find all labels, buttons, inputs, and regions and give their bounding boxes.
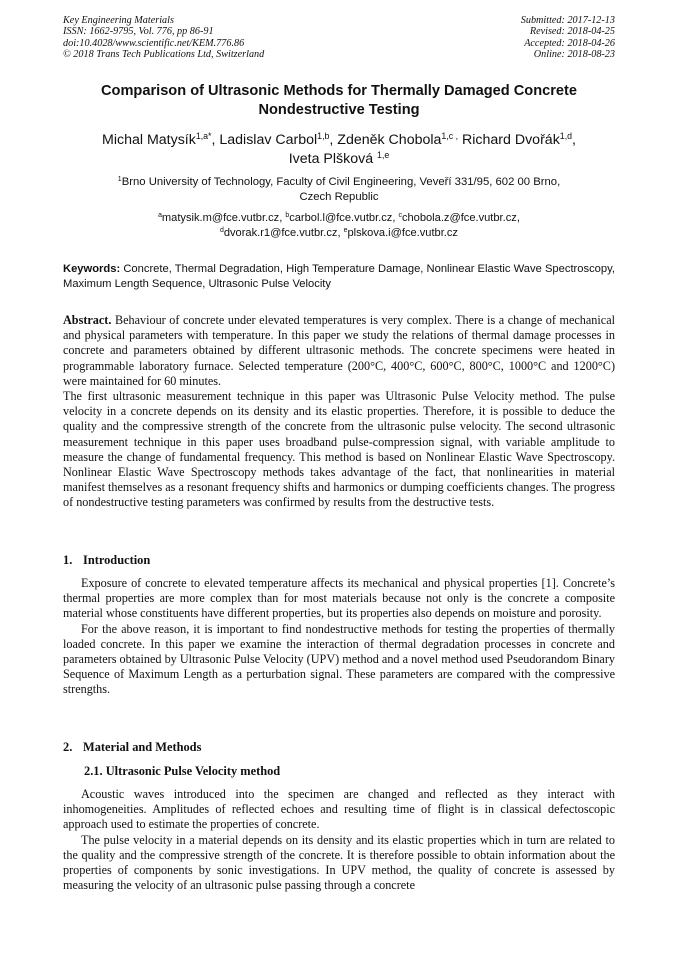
affiliation-sup: 1	[117, 176, 122, 184]
author-sup: 1,a*	[195, 131, 212, 142]
section-heading-material-methods	[63, 740, 201, 755]
upv-body	[63, 787, 615, 893]
email-list	[70, 211, 608, 240]
journal-name: Key Engineering Materials	[63, 15, 174, 26]
subsection-title: Ultrasonic Pulse Velocity method	[105, 764, 281, 778]
abstract-text-1: Behaviour of concrete under elevated temperatures is very complex. There is a change of mechanical and physical parameters with temperature. In this paper we study the relations of thermal damage processes in concrete and parameters obtained by different ultrasonic methods. The concrete specimens were heated in programmable laboratory furnace. Selected temperature (200°C, 400°C, 600°C, 800°C, 1000°C and 1200°C) were maintained for 60 minutes.	[63, 313, 615, 388]
affiliation-text-1: Brno University of Technology, Faculty of Civil Engineering, Veveří 331/95, 602 00 Brno,	[121, 176, 561, 188]
email-link[interactable]: matysik.m@fce.vutbr.cz	[161, 212, 280, 224]
journal-doi[interactable]: doi:10.4028/www.scientific.net/KEM.776.86	[63, 37, 245, 49]
author-name: Richard Dvořák	[462, 132, 560, 148]
paper-title	[60, 82, 618, 120]
author-name: Iveta Plšková	[288, 151, 374, 167]
email-link[interactable]: chobola.z@fce.vutbr.cz	[401, 212, 517, 224]
section-number: 2.	[63, 740, 73, 754]
affiliation-line-2: Czech Republic	[299, 191, 379, 203]
email-link[interactable]: dvorak.r1@fce.vutbr.cz	[223, 226, 338, 239]
upv-paragraph-2: The pulse velocity in a material depends on its density and its elastic properties which in turn are related to the quality and the compressive strength of the concrete. It is therefore possible to obtain information about the properties of components by sonic investigations. In UPV method, the quality of concrete is assessed by measuring the velocity of an ultrasonic pulse passing through a concrete	[63, 832, 615, 893]
introduction-paragraph-2: For the above reason, it is important to find nondestructive methods for testing the properties of thermally loaded concrete. In this paper we examine the interaction of thermal degradation processes in concrete and parameters obtained by Ultrasonic Pulse Velocity (UPV) method and a novel method used Pseudorandom Binary Sequence of Maximum Length as a perturbation signal. These parameters are compared with the compressive strengths.	[63, 621, 615, 697]
journal-issn: ISSN: 1662-9795, Vol. 776, pp 86-91	[63, 26, 214, 38]
section-title: Introduction	[83, 553, 151, 567]
introduction-body	[63, 576, 615, 698]
submission-dates	[521, 15, 615, 61]
email-line-1: $^a$matysik.m@fce.vutbr.cz, $^b$carbol.l@fce.vutbr.cz, $^c$chobola.z@fce.vutbr.cz,	[158, 212, 520, 224]
section-title: Material and Methods	[83, 740, 202, 754]
abstract-paragraph-2: The first ultrasonic measurement technique in this paper was Ultrasonic Pulse Velocity method. The pulse velocity in a concrete depends on its density and its elastic properties. Therefore, it is possible to deduce the quality and the compressive strength of the concrete from the ultrasonic pulse velocity. The second ultrasonic measurement technique in this paper uses broadband pulse-compression signal, with variable amplitude to measure the change of fundamental frequency. This method is based on Nonlinear Elastic Wave Spectroscopy. Nonlinear Elastic Wave Spectroscopy methods takes advantage of the fact, that nonlinearities in material manifest themselves as a resonant frequency shifts and harmonics or dumping coefficients changes. The progress of nondestructive testing parameters was confirmed by results from the destructive tests.	[63, 389, 615, 510]
affiliation-line-1	[70, 175, 608, 190]
date-revised: Revised: 2018-04-25	[529, 26, 615, 38]
author-line-2	[40, 150, 638, 169]
upv-paragraph-1: Acoustic waves introduced into the specimen are changed and reflected as they interact with inhomogeneities. Amplitudes of reflected echoes and resulting time of flight is in classical defectoscopic approach used to estimate the properties of concrete.	[63, 787, 615, 832]
keywords-text: Concrete, Thermal Degradation, High Temperature Damage, Nonlinear Elastic Wave Spectroscopy, Maximum Length Sequence, Ultrasonic Pulse Velocity	[63, 263, 615, 290]
email-sup: e	[343, 226, 348, 234]
date-online: Online: 2018-08-23	[533, 49, 615, 61]
author-sup: 1,e	[377, 150, 390, 161]
author-line-1: Michal Matysík$^{1,a*}$, Ladislav Carbol$^{1,b}$, Zdeněk Chobola$^{1,c}$ , Richard Dvořák$^{1,d}$,	[102, 131, 576, 148]
email-sup: a	[158, 212, 162, 220]
email-link[interactable]: plskova.i@fce.vutbr.cz	[347, 226, 458, 239]
keywords-label: Keywords:	[63, 263, 121, 275]
keywords	[63, 262, 615, 291]
author-sup: 1,b	[317, 131, 330, 142]
author-name: Ladislav Carbol	[219, 132, 318, 148]
title-line-2: Nondestructive Testing	[258, 102, 420, 118]
date-submitted: Submitted: 2017-12-13	[520, 15, 615, 26]
abstract-paragraph-1	[63, 313, 615, 389]
email-sup: d	[220, 226, 224, 234]
subsection-number: 2.1.	[84, 764, 103, 778]
affiliation	[70, 175, 608, 205]
date-accepted: Accepted: 2018-04-26	[524, 37, 615, 49]
journal-copyright: © 2018 Trans Tech Publications Ltd, Switzerland	[63, 49, 265, 61]
author-sep: ,	[453, 131, 459, 142]
subsection-heading-upv	[84, 764, 280, 779]
email-sup: b	[285, 212, 290, 220]
author-sup: 1,d	[559, 131, 573, 142]
section-heading-introduction	[63, 553, 150, 568]
author-name: Michal Matysík	[102, 132, 196, 148]
section-number: 1.	[63, 553, 73, 567]
journal-info	[63, 15, 264, 61]
abstract-label: Abstract.	[63, 313, 112, 327]
email-line-2: $^d$dvorak.r1@fce.vutbr.cz, $^e$plskova.i@fce.vutbr.cz	[220, 226, 458, 239]
email-link[interactable]: carbol.l@fce.vutbr.cz	[289, 212, 393, 224]
email-sup: c	[398, 212, 402, 220]
author-sup: 1,c	[441, 131, 454, 142]
introduction-paragraph-1: Exposure of concrete to elevated temperature affects its mechanical and physical properties [1]. Concrete’s thermal properties are more complex than for most materials because not only is the concrete a composite material whose constituents have different properties, but its properties also depends on moisture and porosity.	[63, 576, 615, 621]
author-list	[40, 131, 638, 169]
title-line-1: Comparison of Ultrasonic Methods for Thermally Damaged Concrete	[101, 83, 577, 99]
abstract	[63, 313, 615, 511]
author-name: Zdeněk Chobola	[337, 132, 442, 148]
